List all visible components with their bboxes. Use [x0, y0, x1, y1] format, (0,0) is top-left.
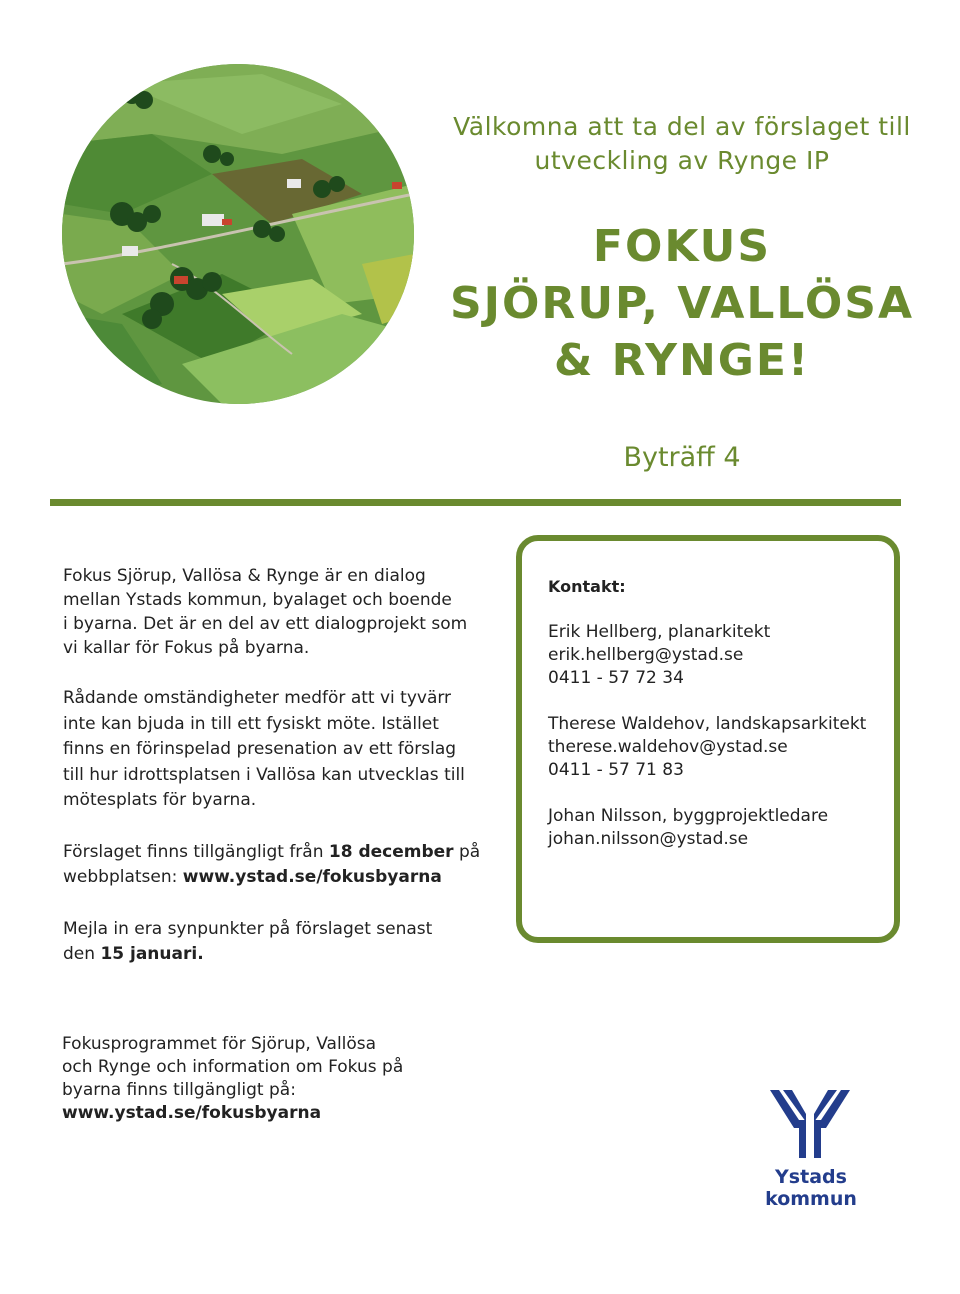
divider	[50, 499, 901, 506]
text-line: byarna finns tillgängligt på:	[62, 1080, 296, 1100]
contact-phone: 0411 - 57 71 83	[548, 760, 684, 780]
ystads-kommun-logo-icon	[770, 1090, 850, 1158]
intro-paragraph	[63, 840, 483, 891]
contact-name: Erik Hellberg, planarkitekt	[548, 622, 771, 642]
headline	[440, 218, 924, 389]
subtitle: Byträff 4	[623, 442, 741, 473]
text-fragment: på	[453, 841, 481, 862]
contact-email[interactable]: johan.nilsson@ystad.se	[548, 829, 749, 849]
intro-paragraph	[63, 917, 483, 968]
text-line: inte kan bjuda in till ett fysiskt möte. Istället	[63, 713, 439, 734]
text-line: Fokus Sjörup, Vallösa & Rynge är en dialog	[63, 566, 426, 586]
contact-email[interactable]: therese.waldehov@ystad.se	[548, 737, 788, 757]
text-line: till hur idrottsplatsen i Vallösa kan utvecklas till	[63, 764, 465, 785]
logo-text: Ystads kommun	[765, 1166, 857, 1210]
text-line: i byarna. Det är en del av ett dialogprojekt som	[63, 614, 468, 634]
text-fragment: den	[63, 944, 101, 964]
release-date: 18 december	[328, 841, 454, 862]
headline-line: & RYNGE!	[553, 335, 811, 386]
contact-list	[548, 575, 888, 874]
aerial-farmland-photo	[62, 64, 414, 404]
text-fragment: webbplatsen:	[63, 867, 183, 887]
contact-box	[516, 535, 900, 943]
text-line: Rådande omständigheter medför att vi tyvärr	[63, 688, 452, 708]
website-link[interactable]: www.ystad.se/fokusbyarna	[182, 867, 442, 887]
contact-heading: Kontakt:	[548, 577, 626, 596]
text-line: vi kallar för Fokus på byarna.	[63, 638, 310, 658]
contact-person	[548, 713, 888, 782]
text-line: och Rynge och information om Fokus på	[62, 1057, 404, 1077]
deadline-date: 15 januari.	[100, 944, 204, 964]
contact-name: Johan Nilsson, byggprojektledare	[548, 806, 829, 826]
contact-person	[548, 805, 888, 851]
text-line: mellan Ystads kommun, byalaget och boende	[63, 590, 452, 610]
text-fragment: Förslaget finns tillgängligt från	[63, 841, 329, 862]
footer-link[interactable]: www.ystad.se/fokusbyarna	[62, 1103, 322, 1123]
headline-line: SJÖRUP, VALLÖSA	[449, 278, 915, 329]
text-line: Fokusprogrammet för Sjörup, Vallösa	[62, 1034, 377, 1054]
text-line: Mejla in era synpunkter på förslaget senast	[63, 918, 433, 939]
welcome-text	[440, 110, 924, 178]
text-line: mötesplats för byarna.	[63, 790, 257, 810]
contact-email[interactable]: erik.hellberg@ystad.se	[548, 645, 744, 665]
contact-phone: 0411 - 57 72 34	[548, 668, 684, 688]
intro-paragraph	[63, 686, 483, 814]
intro-text	[63, 564, 483, 994]
welcome-line: utveckling av Rynge IP	[534, 146, 830, 175]
ystads-kommun-logo	[726, 1090, 896, 1210]
welcome-line: Välkomna att ta del av förslaget till	[453, 112, 911, 141]
text-line: finns en förinspelad presenation av ett förslag	[63, 739, 457, 759]
contact-name: Therese Waldehov, landskapsarkitekt	[548, 714, 867, 734]
headline-line: FOKUS	[592, 221, 772, 272]
contact-person	[548, 621, 888, 690]
intro-paragraph	[63, 564, 483, 660]
footer-info	[62, 1033, 442, 1125]
